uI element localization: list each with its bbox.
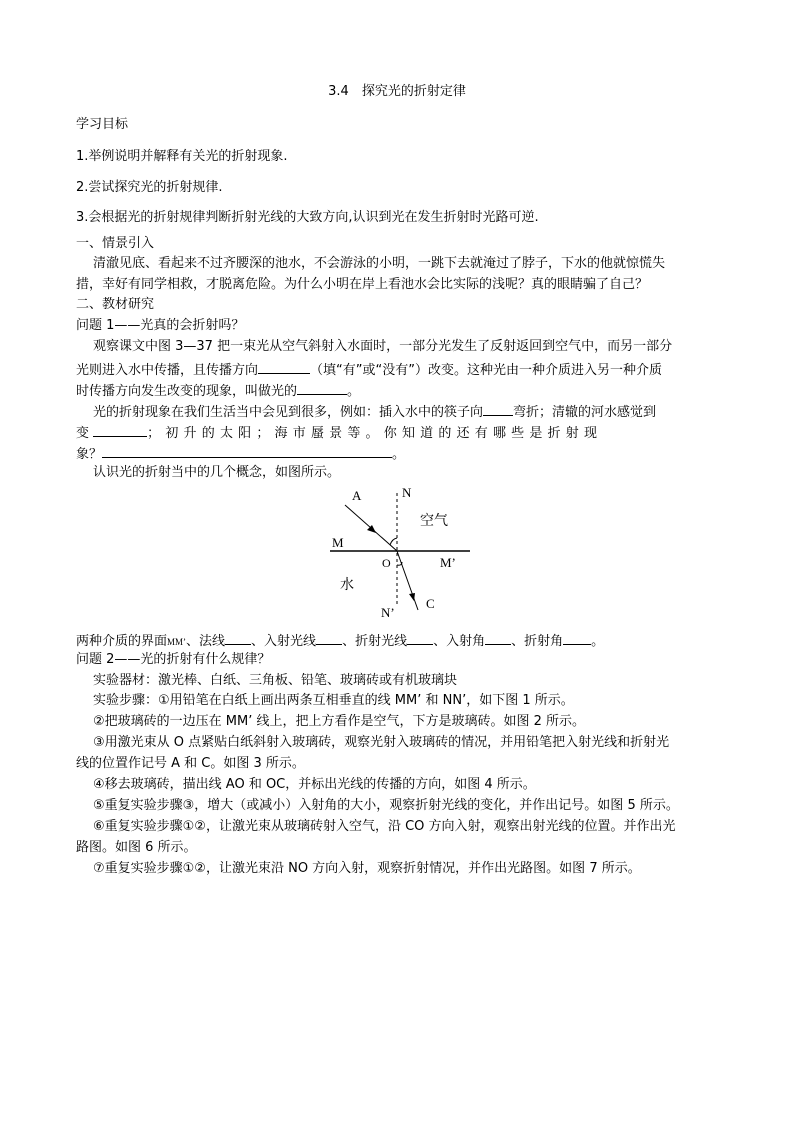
fill-text: 、折射光线 [342,634,408,649]
label-n-prime: N’ [381,605,395,620]
label-n: N [402,485,412,500]
q2-step: 线的位置作记号 A 和 C。如图 3 所示。 [76,756,305,771]
concept-fill-line [76,630,604,651]
fill-blank[interactable] [407,630,433,645]
section1-para-line: 清澈见底、看起来不过齐腰深的池水，不会游泳的小明，一跳下去就淹过了脖子，下水的他就惊慌失 [93,256,666,271]
fill-blank[interactable] [225,630,251,645]
label-water: 水 [340,577,354,593]
q1-text: 。 [347,384,361,399]
q2-step: ②把玻璃砖的一边压在 MM’ 线上，把上方看作是空气，下方是玻璃砖。如图 2 所示。 [93,714,586,729]
section1-heading: 一、情景引入 [76,236,155,251]
fill-blank[interactable] [485,630,511,645]
fill-text: 。 [591,634,605,649]
q2-step: ⑦重复实验步骤①②，让激光束沿 NO 方向入射，观察折射情况，并作出光路图。如图 7 所示。 [93,861,641,876]
objective-item: 1.举例说明并解释有关光的折射现象. [76,149,288,164]
q1-text: （填“有”或“没有”）改变。这种光由一种介质进入另一种介质 [310,363,662,378]
fill-text: 、入射角 [433,634,486,649]
q1-para-line: 观察课文中图 3—37 把一束光从空气斜射入水面时，一部分光发生了反射返回到空气中，而另一部分 [93,339,673,354]
label-m: M [332,535,344,550]
page-title: 3.4 探究光的折射定律 [328,84,466,99]
q2-step: 路图。如图 6 所示。 [76,840,197,855]
question1-title: 问题 1——光真的会折射吗？ [76,318,245,333]
objective-item: 2.尝试探究光的折射规律. [76,180,223,195]
incidence-angle-arc [390,538,397,545]
q1-text: ；初升的太阳；海市蜃景等。你知道的还有哪些是折射现 [147,426,603,441]
q1-para-line: 认识光的折射当中的几个概念，如图所示。 [93,465,341,480]
q1-text: 象？ [76,447,103,462]
q2-step: ⑤重复实验步骤③，增大（或减小）入射角的大小，观察折射光线的变化，并作出记号。如图 5 所示。 [93,798,679,813]
section1-para-line: 措，幸好有同学相救，才脱离危险。为什么小明在岸上看池水会比实际的浅呢？真的眼睛骗了自己？ [76,277,649,292]
objective-item: 3.会根据光的折射规律判断折射光线的大致方向,认识到光在发生折射时光路可逆. [76,210,539,225]
label-o: O [382,556,391,570]
objectives-heading: 学习目标 [76,117,129,132]
fill-text: 、折射角 [511,634,564,649]
question2-title: 问题 2——光的折射有什么规律？ [76,652,271,667]
q1-text: 。 [392,447,406,462]
fill-text: MM’ [167,637,187,647]
label-a: A [352,488,362,503]
fill-text: 、法线 [186,634,226,649]
label-m-prime: M’ [440,555,456,570]
fill-text: 、入射光线 [251,634,317,649]
refracted-arrow [409,593,415,601]
q2-step: ⑥重复实验步骤①②，让激光束从玻璃砖射入空气，沿 CO 方向入射，观察出射光线的位置。并作出光 [93,819,676,834]
q2-step: 实验步骤：①用铅笔在白纸上画出两条互相垂直的线 MM’ 和 NN’，如下图 1 所示。 [93,693,574,708]
q1-text: 时传播方向发生改变的现象，叫做光的 [76,384,298,399]
q2-step: ③用激光束从 O 点紧贴白纸斜射入玻璃砖，观察光射入玻璃砖的情况，并用铅笔把入射光线和折射光 [93,735,670,750]
fill-blank[interactable] [563,630,591,645]
q2-materials: 实验器材：激光棒、白纸、三角板、铅笔、玻璃砖或有机玻璃块 [93,673,458,688]
q1-text: 弯折；清辙的河水感觉到 [513,405,657,420]
section2-heading: 二、教材研究 [76,297,155,312]
q1-text: 变 [76,426,90,441]
q2-step: ④移去玻璃砖，描出线 AO 和 OC，并标出光线的传播的方向，如图 4 所示。 [93,777,536,792]
fill-text: 两种介质的界面 [76,634,168,649]
label-air: 空气 [420,513,448,529]
q1-text: 光则进入水中传播，且传播方向 [76,363,259,378]
refracted-ray [397,551,418,610]
fill-blank[interactable] [316,630,342,645]
label-c: C [426,596,435,611]
q1-text: 光的折射现象在我们生活当中会见到很多，例如：插入水中的筷子向 [93,405,484,420]
